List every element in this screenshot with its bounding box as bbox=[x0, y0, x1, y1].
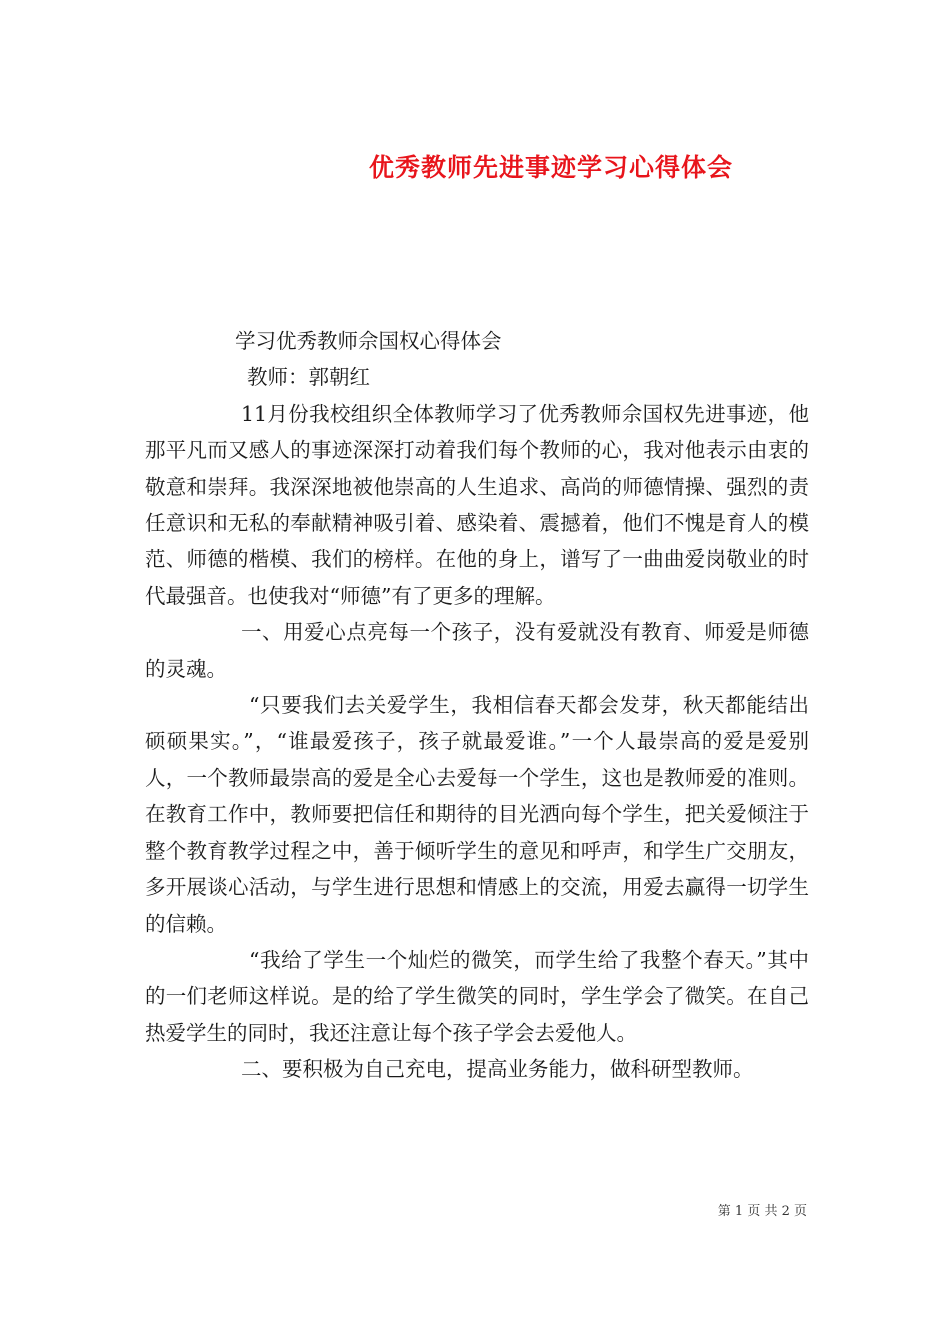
document-subtitle: 学习优秀教师佘国权心得体会 bbox=[235, 329, 502, 353]
paragraph-heading-two: 二、要积极为自己充电，提高业务能力，做科研型教师。 bbox=[241, 1057, 754, 1082]
paragraph-intro: 11月份我校组织全体教师学习了优秀教师佘国权先进事迹，他那平凡而又感人的事迹深深打动着我们每个教师的心，我对他表示由衷的敬意和崇拜。我深深地被他崇高的人生追求、高尚的师德情操、强烈的责任意识和无私的奉献精神吸引着、感染着、震撼着，他们不愧是育人的模范、师德的楷模、我们的榜样。在他的身上，谱写了一曲曲爱岗敬业的时代最强音。也使我对“师德”有了更多的理解。 bbox=[145, 401, 809, 608]
document-body bbox=[145, 323, 809, 1088]
author-line: 教师：郭朝红 bbox=[247, 365, 370, 390]
page-number-footer: 第 1 页 共 2 页 bbox=[717, 1204, 807, 1219]
document-title: 优秀教师先进事迹学习心得体会 bbox=[368, 152, 733, 182]
paragraph-heading-one: 一、用爱心点亮每一个孩子，没有爱就没有教育、师爱是师德的灵魂。 bbox=[145, 620, 809, 681]
paragraph-smile: “我给了学生一个灿烂的微笑，而学生给了我整个春天。”其中的一们老师这样说。是的给了学生微笑的同时，学生学会了微笑。在自己热爱学生的同时，我还注意让每个孩子学会去爱他人。 bbox=[145, 947, 809, 1045]
paragraph-love-students: “只要我们去关爱学生，我相信春天都会发芽，秋天都能结出硕硕果实。”，“谁最爱孩子，孩子就最爱谁。”一个人最崇高的爱是爱别人，一个教师最崇高的爱是全心去爱每一个学生，这也是教师爱的准则。在教育工作中，教师要把信任和期待的目光洒向每个学生，把关爱倾注于整个教育教学过程之中，善于倾听学生的意见和呼声，和学生广交朋友，多开展谈心活动，与学生进行思想和情感上的交流，用爱去赢得一切学生的信赖。 bbox=[145, 693, 809, 936]
